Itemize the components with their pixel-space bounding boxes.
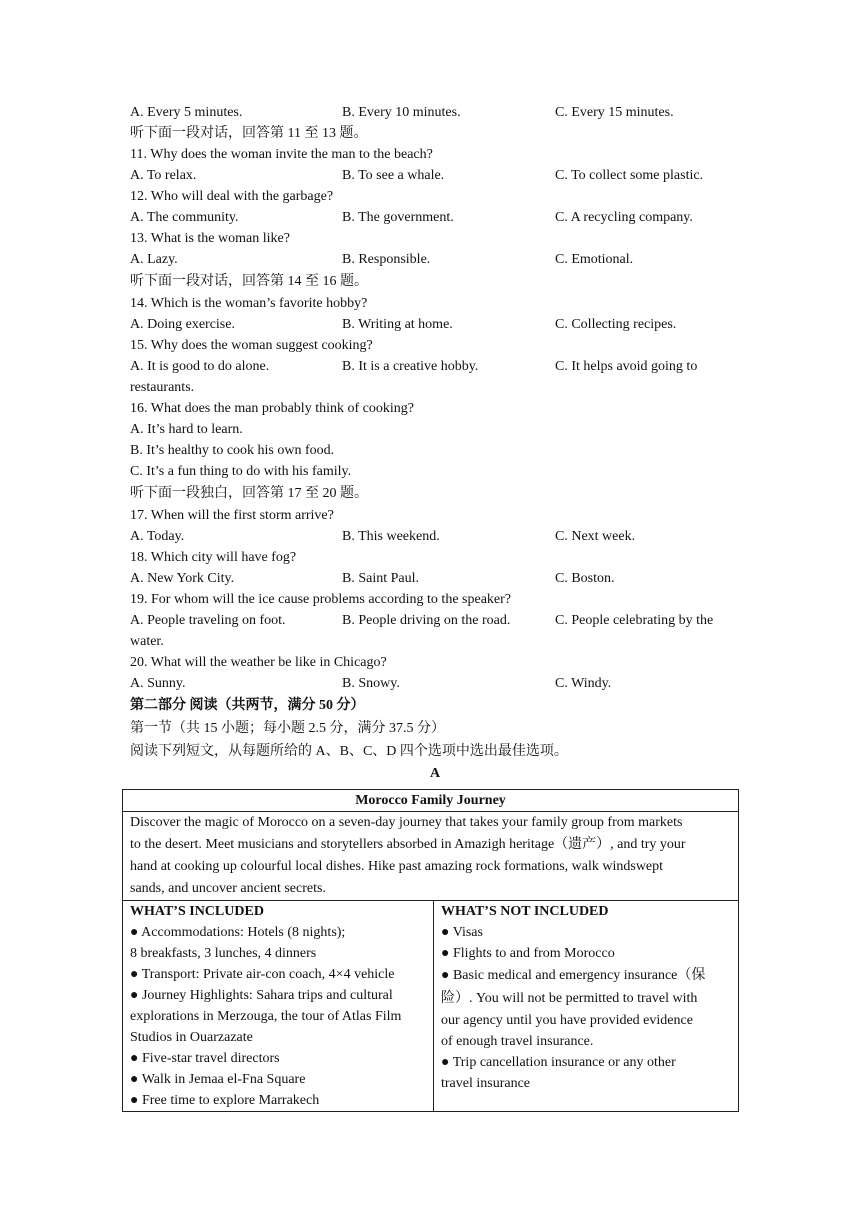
option-b: B. Every 10 minutes. xyxy=(342,105,461,120)
not-included-column xyxy=(434,901,739,1112)
option-b: B. Responsible. xyxy=(342,252,431,267)
option-a: A. New York City. xyxy=(130,571,235,586)
option-b: B. The government. xyxy=(342,210,454,225)
option-c: C. Every 15 minutes. xyxy=(555,105,674,120)
part-two-title: 第二部分 阅读（共两节，满分 50 分） xyxy=(130,698,365,713)
question-stem: 14. Which is the woman’s favorite hobby? xyxy=(130,296,368,311)
included-column xyxy=(123,901,434,1112)
option-b: B. Saint Paul. xyxy=(342,571,420,586)
q12-options xyxy=(130,207,740,228)
passage-label: A xyxy=(429,766,441,781)
q13-options xyxy=(130,249,740,270)
option-a: A. To relax. xyxy=(130,168,197,183)
question-stem: 17. When will the first storm arrive? xyxy=(130,508,334,523)
option-a: A. Lazy. xyxy=(130,252,178,267)
option-a: A. The community. xyxy=(130,210,239,225)
option-c: C. Collecting recipes. xyxy=(555,317,677,332)
option-a: A. It is good to do alone. xyxy=(130,359,270,374)
option-b: B. It’s healthy to cook his own food. xyxy=(130,443,335,458)
question-stem: 18. Which city will have fog? xyxy=(130,550,297,565)
option-a: A. Sunny. xyxy=(130,676,186,691)
intro-line: hand at cooking up colourful local dishes. Hike past amazing rock formations, walk windswept xyxy=(130,859,664,874)
list-item: 险）. You will not be permitted to travel with xyxy=(441,991,698,1006)
option-b: B. This weekend. xyxy=(342,529,440,544)
list-item: 8 breakfasts, 3 lunches, 4 dinners xyxy=(130,946,317,961)
option-wrap: restaurants. xyxy=(130,380,195,395)
q11-options xyxy=(130,165,740,186)
q15-options xyxy=(130,356,740,377)
instruction-11-13: 听下面一段对话，回答第 11 至 13 题。 xyxy=(130,126,368,141)
instruction-17-20: 听下面一段独白，回答第 17 至 20 题。 xyxy=(130,486,368,501)
option-a: A. Every 5 minutes. xyxy=(130,105,243,120)
option-c: C. It helps avoid going to xyxy=(555,359,698,374)
q19-options xyxy=(130,610,740,631)
list-item: our agency until you have provided evidence xyxy=(441,1013,693,1028)
intro-line: Discover the magic of Morocco on a seven-day journey that takes your family group from markets xyxy=(130,815,683,830)
question-stem: 19. For whom will the ice cause problems according to the speaker? xyxy=(130,592,511,607)
option-a: A. Doing exercise. xyxy=(130,317,235,332)
list-item: ● Flights to and from Morocco xyxy=(441,946,615,961)
list-item: ● Visas xyxy=(441,925,483,940)
option-b: B. Writing at home. xyxy=(342,317,453,332)
question-stem: 12. Who will deal with the garbage? xyxy=(130,189,334,204)
option-c: C. People celebrating by the xyxy=(555,613,714,628)
list-item: ● Five-star travel directors xyxy=(130,1051,280,1066)
option-c: C. Next week. xyxy=(555,529,636,544)
list-item: Studios in Ouarzazate xyxy=(130,1030,253,1045)
option-b: B. To see a whale. xyxy=(342,168,445,183)
q17-options xyxy=(130,526,740,547)
option-a: A. Today. xyxy=(130,529,185,544)
option-b: B. Snowy. xyxy=(342,676,400,691)
section-one-heading: 第一节（共 15 小题；每小题 2.5 分，满分 37.5 分） xyxy=(130,721,445,736)
list-item: explorations in Merzouga, the tour of Atlas Film xyxy=(130,1009,402,1024)
list-item: ● Journey Highlights: Sahara trips and cultural xyxy=(130,988,393,1003)
option-wrap: water. xyxy=(130,634,164,649)
option-a: A. People traveling on foot. xyxy=(130,613,286,628)
list-item: ● Trip cancellation insurance or any other xyxy=(441,1055,676,1070)
option-c: C. It’s a fun thing to do with his family. xyxy=(130,464,352,479)
list-item: ● Accommodations: Hotels (8 nights); xyxy=(130,925,346,940)
list-item: of enough travel insurance. xyxy=(441,1034,594,1049)
included-header: WHAT’S INCLUDED xyxy=(130,904,264,919)
option-c: C. Boston. xyxy=(555,571,615,586)
travel-info-table xyxy=(122,789,739,1112)
option-c: C. Windy. xyxy=(555,676,612,691)
not-included-header: WHAT’S NOT INCLUDED xyxy=(441,904,609,919)
option-a: A. It’s hard to learn. xyxy=(130,422,243,437)
q20-options xyxy=(130,673,740,694)
question-stem: 13. What is the woman like? xyxy=(130,231,290,246)
reading-instruction: 阅读下列短文，从每题所给的 A、B、C、D 四个选项中选出最佳选项。 xyxy=(130,744,568,759)
question-stem: 15. Why does the woman suggest cooking? xyxy=(130,338,373,353)
q18-options xyxy=(130,568,740,589)
instruction-14-16: 听下面一段对话，回答第 14 至 16 题。 xyxy=(130,274,368,289)
intro-line: to the desert. Meet musicians and storytellers absorbed in Amazigh heritage（遗产）, and try your xyxy=(130,837,686,852)
option-c: C. Emotional. xyxy=(555,252,634,267)
question-stem: 16. What does the man probably think of cooking? xyxy=(130,401,414,416)
exam-page xyxy=(130,102,740,784)
option-b: B. It is a creative hobby. xyxy=(342,359,479,374)
question-stem: 11. Why does the woman invite the man to the beach? xyxy=(130,147,433,162)
intro-line: sands, and uncover ancient secrets. xyxy=(130,881,326,896)
question-stem: 20. What will the weather be like in Chicago? xyxy=(130,655,387,670)
option-b: B. People driving on the road. xyxy=(342,613,511,628)
q10-options xyxy=(130,102,740,123)
option-c: C. To collect some plastic. xyxy=(555,168,704,183)
list-item: ● Walk in Jemaa el-Fna Square xyxy=(130,1072,306,1087)
list-item: ● Transport: Private air-con coach, 4×4 vehicle xyxy=(130,967,395,982)
list-item: travel insurance xyxy=(441,1076,531,1091)
option-c: C. A recycling company. xyxy=(555,210,693,225)
table-intro xyxy=(123,812,739,901)
table-title: Morocco Family Journey xyxy=(123,790,739,812)
q14-options xyxy=(130,314,740,335)
list-item: ● Basic medical and emergency insurance（保 xyxy=(441,968,706,983)
list-item: ● Free time to explore Marrakech xyxy=(130,1093,320,1108)
